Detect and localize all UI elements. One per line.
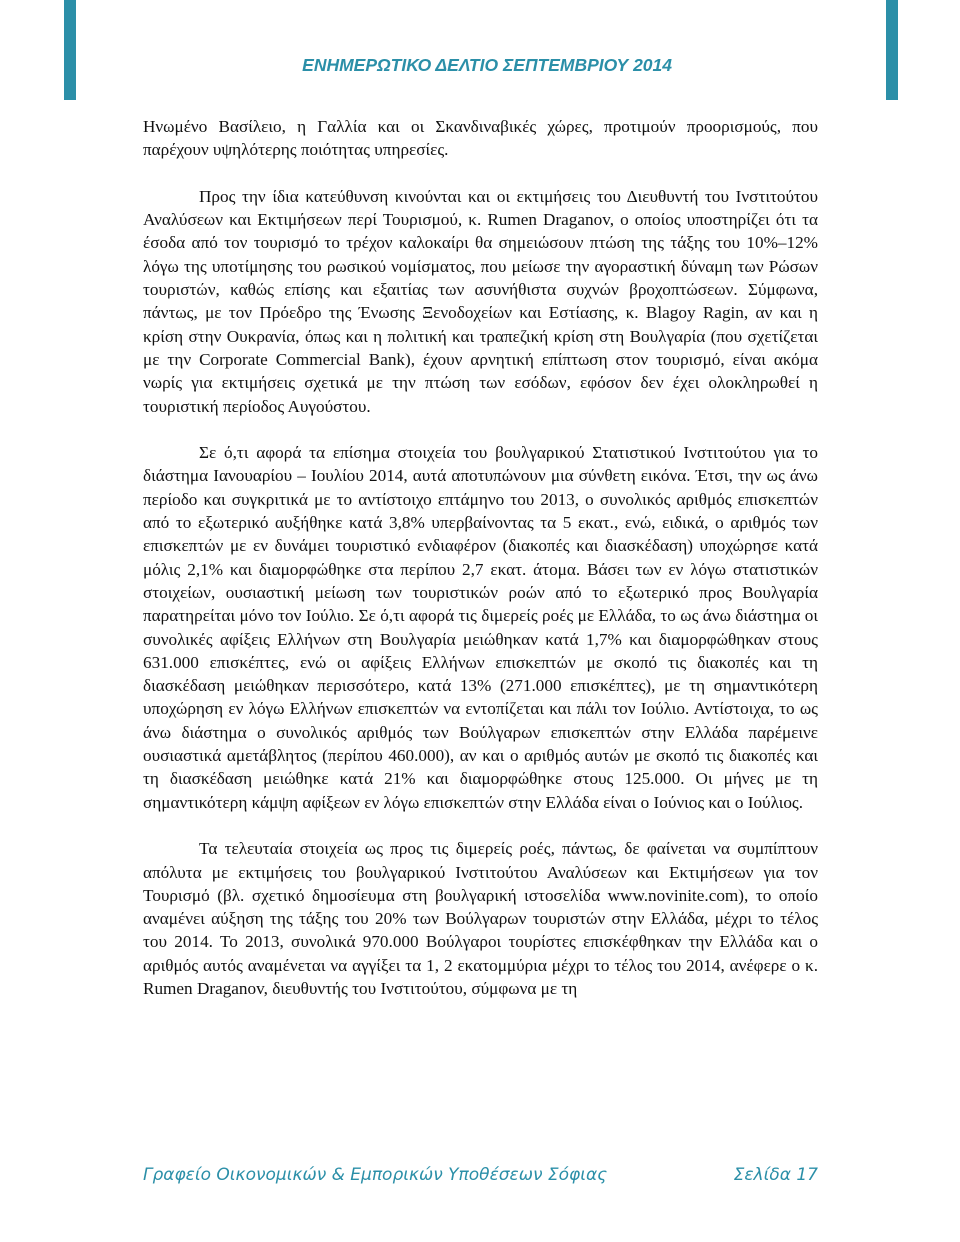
- footer-page-number: Σελίδα 17: [733, 1165, 818, 1185]
- paragraph-1: Ηνωμένο Βασίλειο, η Γαλλία και οι Σκανδιναβικές χώρες, προτιμούν προορισμούς, που παρέχουν υψηλότερης ποιότητας υπηρεσίες.: [143, 117, 818, 160]
- right-accent-bar: [886, 0, 898, 100]
- page-footer: [143, 1165, 818, 1185]
- paragraph-4: Τα τελευταία στοιχεία ως προς τις διμερείς ροές, πάντως, δε φαίνεται να συμπίπτουν απόλυτα με εκτιμήσεις του βουλγαρικού Ινστιτούτου Αναλύσεων και Εκτιμήσεων για τον Τουρισμό (βλ. σχετικό δημοσίευμα στη βουλγαρική ιστοσελίδα www.novinite.com), το οποίο αναμένει αύξηση της τάξης του 20% των Βούλγαρων τουριστών στην Ελλάδα, μέχρι το τέλος του 2014. Το 2013, συνολικά 970.000 Βούλγαροι τουρίστες επισκέφθηκαν την Ελλάδα και ο αριθμός αυτός αναμένεται να αγγίξει τα 1, 2 εκατομμύρια μέχρι το τέλος του 2014, ανέφερε ο κ. Rumen Draganov, διευθυντής του Ινστιτούτου, σύμφωνα με τη: [143, 839, 818, 998]
- paragraph-3: Σε ό,τι αφορά τα επίσημα στοιχεία του βουλγαρικού Στατιστικού Ινστιτούτου για το διάστημα Ιανουαρίου – Ιουλίου 2014, αυτά αποτυπώνουν μια σύνθετη εικόνα. Έτσι, την ως άνω περίοδο και συγκριτικά με το αντίστοιχο επτάμηνο του 2013, ο συνολικός αριθμός επισκεπτών από το εξωτερικό αυξήθηκε κατά 3,8% υπερβαίνοντας τα 5 εκατ., ενώ, ειδικά, ο αριθμός των επισκεπτών με εν δυνάμει τουριστικό ενδιαφέρον (διακοπές και διασκέδαση) υποχώρησε κατά μόλις 2,1% και διαμορφώθηκε στα περίπου 2,7 εκατ. άτομα. Βάσει των εν λόγω στατιστικών στοιχείων, ουσιαστική μείωση των τουριστικών ροών από το εξωτερικό προς Βουλγαρία παρατηρείται μόνο τον Ιούλιο. Σε ό,τι αφορά τις διμερείς ροές με Ελλάδα, το ως άνω διάστημα οι συνολικές αφίξεις Ελλήνων στη Βουλγαρία μειώθηκαν κατά 1,7% και διαμορφώθηκαν στους 631.000 επισκέπτες, ενώ οι αφίξεις Ελλήνων επισκεπτών με σκοπό τις διακοπές και τη διασκέδαση μειώθηκαν περισσότερο, κατά 13% (271.000 επισκέπτες), με τη σημαντικότερη υποχώρηση εν λόγω Ελλήνων επισκεπτών να εντοπίζεται και πάλι τον Ιούλιο. Αντίστοιχα, το ως άνω διάστημα ο συνολικός αριθμός των Βούλγαρων επισκεπτών στην Ελλάδα παρέμεινε ουσιαστικά αμετάβλητος (περίπου 460.000), αν και ο αριθμός αυτών με σκοπό τις διακοπές και τη διασκέδαση μειώθηκε κατά 21% και διαμορφώθηκε στους 125.000. Οι μήνες με τη σημαντικότερη κάμψη αφίξεων εν λόγω επισκεπτών στην Ελλάδα είναι ο Ιούνιος και ο Ιούλιος.: [143, 443, 818, 812]
- document-body: [143, 115, 818, 1000]
- paragraph-2: Προς την ίδια κατεύθυνση κινούνται και οι εκτιμήσεις του Διευθυντή του Ινστιτούτου Αναλύσεων και Εκτιμήσεων περί Τουρισμού, κ. Rumen Draganov, ο οποίος υποστηρίζει ότι τα έσοδα από τον τουρισμό το τρέχον καλοκαίρι θα σημειώσουν πτώση της τάξης του 10%–12% λόγω της υποτίμησης του ρωσικού νομίσματος, που μείωσε την αγοραστική δύναμη των Ρώσων τουριστών, καθώς επίσης και εξαιτίας των ασυνήθιστα συχνών βροχοπτώσεων. Σύμφωνα, πάντως, με τον Πρόεδρο της Ένωσης Ξενοδοχείων και Εστίασης, κ. Blagoy Ragin, αν και η κρίση στην Ουκρανία, όπως και η πολιτική και τραπεζική κρίση στη Βουλγαρία (που σχετίζεται με την Corporate Commercial Bank), έχουν αρνητική επίπτωση στον τουρισμό, είναι ακόμα νωρίς για εκτιμήσεις σχετικά με την πτώση των εσόδων, εφόσον δεν έχει ολοκληρωθεί η τουριστική περίοδος Αυγούστου.: [143, 186, 818, 416]
- footer-office-name: Γραφείο Οικονομικών & Εμπορικών Υποθέσεων Σόφιας: [143, 1165, 608, 1185]
- page-header-title: ΕΝΗΜΕΡΩΤΙΚΟ ΔΕΛΤΙΟ ΣΕΠΤΕΜΒΡΙΟΥ 2014: [302, 55, 672, 75]
- left-accent-bar: [64, 0, 76, 100]
